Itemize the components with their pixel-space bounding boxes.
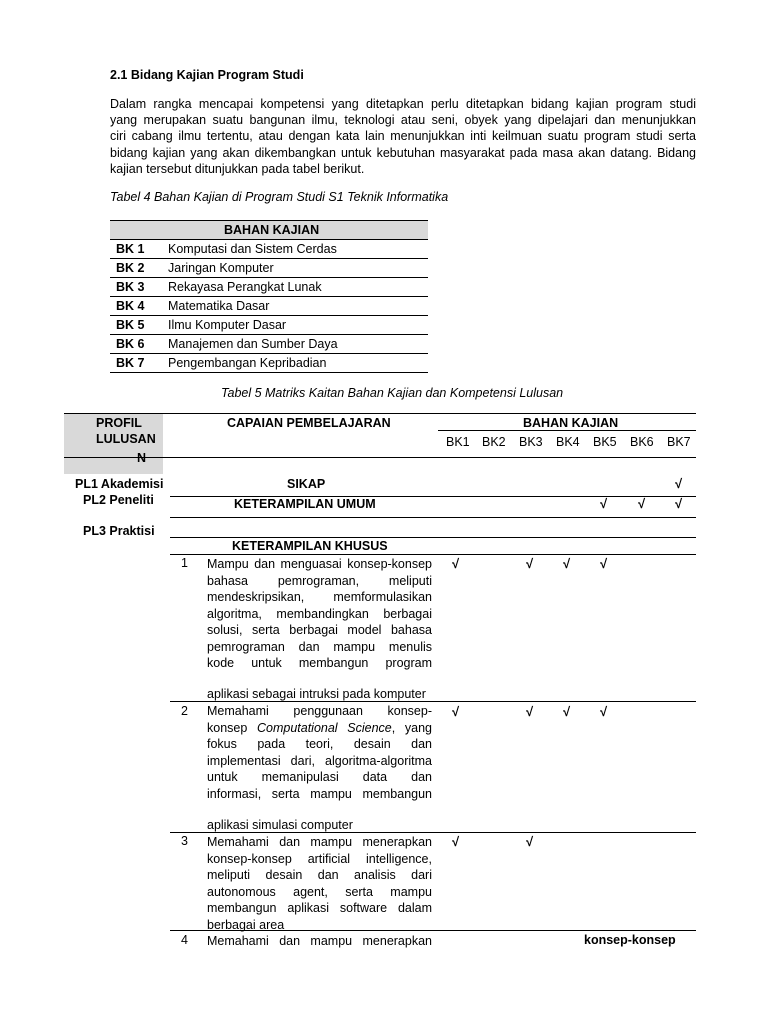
bk-name: Rekayasa Perangkat Lunak: [168, 278, 428, 297]
profil-header: PROFIL: [96, 416, 142, 430]
profile-pl1: PL1 Akademisi: [75, 477, 164, 491]
row-divider: [170, 701, 696, 702]
row-divider: [170, 930, 696, 931]
item-tail: aplikasi sebagai intruksi pada komputer: [207, 687, 426, 701]
bk-code: BK 4: [110, 297, 168, 316]
item-2-text: [207, 703, 432, 802]
sikap-label: SIKAP: [287, 477, 326, 491]
check-mark: √: [563, 704, 571, 719]
lulusan-header: LULUSAN: [96, 432, 156, 446]
table-row: [110, 240, 428, 259]
bk-name: Jaringan Komputer: [168, 259, 428, 278]
item-number: 1: [181, 556, 188, 570]
table4-bahan-kajian: [110, 220, 428, 373]
item-4-text: [207, 933, 432, 950]
item-emphasis: Computational Science: [256, 720, 392, 735]
table-row: [110, 278, 428, 297]
bk-code: BK 7: [110, 354, 168, 373]
item-line: solusi, serta berbagai model bahasa: [207, 623, 432, 637]
item-line: autonomous agent, serta mampu: [207, 884, 432, 899]
bk-name: Ilmu Komputer Dasar: [168, 316, 428, 335]
item-line: Memahami penggunaan konsep-: [207, 704, 432, 718]
row-divider: [170, 517, 696, 518]
table5-top-border: [64, 413, 696, 414]
intro-paragraph: [110, 96, 696, 177]
header-fragment: N: [137, 451, 147, 465]
section-title: 2.1 Bidang Kajian Program Studi: [110, 68, 304, 82]
bahan-kajian-header: BAHAN KAJIAN: [523, 416, 619, 430]
table4-header: BAHAN KAJIAN: [110, 221, 428, 240]
intro-line: yang merupakan suatu bangunan ilmu, teknologi atau seni, obyek yang dipelajari dan menunjukkan: [110, 113, 696, 128]
row-divider: [170, 554, 696, 555]
item-overflow-text: konsep-konsep: [584, 933, 676, 947]
item-line: membangun aplikasi software dalam: [207, 901, 432, 915]
table-row: [110, 335, 428, 354]
bk-column-header: BK2: [482, 435, 506, 449]
table-row: [110, 259, 428, 278]
intro-line: ciri cabang ilmu tertentu, atau dengan kata lain menunjukkan inti keilmuan suatu program studi serta: [110, 129, 696, 144]
bk-column-header: BK1: [446, 435, 470, 449]
item-text: konsep: [207, 720, 248, 735]
item-line: pemrograman dan mampu menulis: [207, 639, 432, 654]
check-mark: √: [452, 556, 460, 571]
check-mark: √: [526, 834, 534, 849]
bk-code: BK 1: [110, 240, 168, 259]
item-line: konsep-konsep artificial intelligence,: [207, 851, 432, 866]
check-mark: √: [675, 496, 683, 511]
bk-code: BK 3: [110, 278, 168, 297]
item-line: bahasa pemrograman, meliputi: [207, 573, 432, 588]
bk-column-header: BK6: [630, 435, 654, 449]
check-mark: √: [526, 704, 534, 719]
check-mark: √: [526, 556, 534, 571]
keterampilan-khusus-label: KETERAMPILAN KHUSUS: [232, 539, 388, 553]
bk-name: Matematika Dasar: [168, 297, 428, 316]
table5-header-bottom: [64, 457, 696, 458]
bk-code: BK 2: [110, 259, 168, 278]
item-line: mendeskripsikan, memformulasikan: [207, 590, 432, 604]
row-divider: [170, 832, 696, 833]
check-mark: √: [600, 496, 608, 511]
intro-line: bidang kajian yang akan dikembangkan untuk kebutuhan masyarakat pada masa akan datang. Bidang: [110, 145, 696, 160]
item-line: berbagai area: [207, 917, 285, 932]
item-line: algoritma, membandingkan berbagai: [207, 606, 432, 621]
item-number: 2: [181, 704, 188, 718]
item-number: 3: [181, 834, 188, 848]
check-mark: √: [600, 704, 608, 719]
bk-name: Pengembangan Kepribadian: [168, 354, 428, 373]
table-row: [110, 316, 428, 335]
intro-line: Dalam rangka mencapai kompetensi yang ditetapkan perlu ditetapkan bidang kajian program studi: [110, 97, 696, 111]
check-mark: √: [452, 834, 460, 849]
item-line: fokus pada teori, desain dan: [207, 737, 432, 751]
bk-column-header: BK7: [667, 435, 691, 449]
check-mark: √: [452, 704, 460, 719]
row-divider: [170, 537, 696, 538]
check-mark: √: [638, 496, 646, 511]
table5-caption: Tabel 5 Matriks Kaitan Bahan Kajian dan Kompetensi Lulusan: [221, 386, 564, 400]
item-line: informasi, serta mampu membangun: [207, 786, 432, 801]
item-text: , yang: [391, 720, 432, 735]
table4-caption: Tabel 4 Bahan Kajian di Program Studi S1 Teknik Informatika: [110, 190, 449, 204]
check-mark: √: [675, 476, 683, 491]
profile-pl3: PL3 Praktisi: [83, 524, 155, 538]
bk-name: Komputasi dan Sistem Cerdas: [168, 240, 428, 259]
bk-column-header: BK5: [593, 435, 617, 449]
intro-line: kajian tersebut ditunjukkan pada tabel berikut.: [110, 161, 365, 176]
check-mark: √: [600, 556, 608, 571]
profile-pl2: PL2 Peneliti: [83, 493, 154, 507]
bk-subheader-line: [438, 430, 696, 431]
capaian-header: CAPAIAN PEMBELAJARAN: [227, 416, 391, 430]
keterampilan-umum-label: KETERAMPILAN UMUM: [234, 497, 376, 511]
item-line: meliputi desain dan analisis dari: [207, 868, 432, 882]
bk-code: BK 5: [110, 316, 168, 335]
table-row: [110, 354, 428, 373]
check-mark: √: [563, 556, 571, 571]
item-line: Memahami dan mampu menerapkan: [207, 835, 432, 849]
item-line: Memahami dan mampu menerapkan: [207, 934, 432, 948]
table-row: [110, 297, 428, 316]
item-line: kode untuk membangun program: [207, 656, 432, 670]
item-number: 4: [181, 933, 188, 947]
item-line: untuk memanipulasi data dan: [207, 770, 432, 784]
bk-column-header: BK3: [519, 435, 543, 449]
item-line: [207, 720, 432, 737]
item-3-text: [207, 834, 432, 933]
bk-name: Manajemen dan Sumber Daya: [168, 335, 428, 354]
item-tail: aplikasi simulasi computer: [207, 818, 353, 832]
bk-code: BK 6: [110, 335, 168, 354]
item-1-text: [207, 556, 432, 672]
item-line: implementasi dari, algoritma-algoritma: [207, 753, 432, 768]
bk-column-header: BK4: [556, 435, 580, 449]
item-line: Mampu dan menguasai konsep-konsep: [207, 557, 432, 571]
